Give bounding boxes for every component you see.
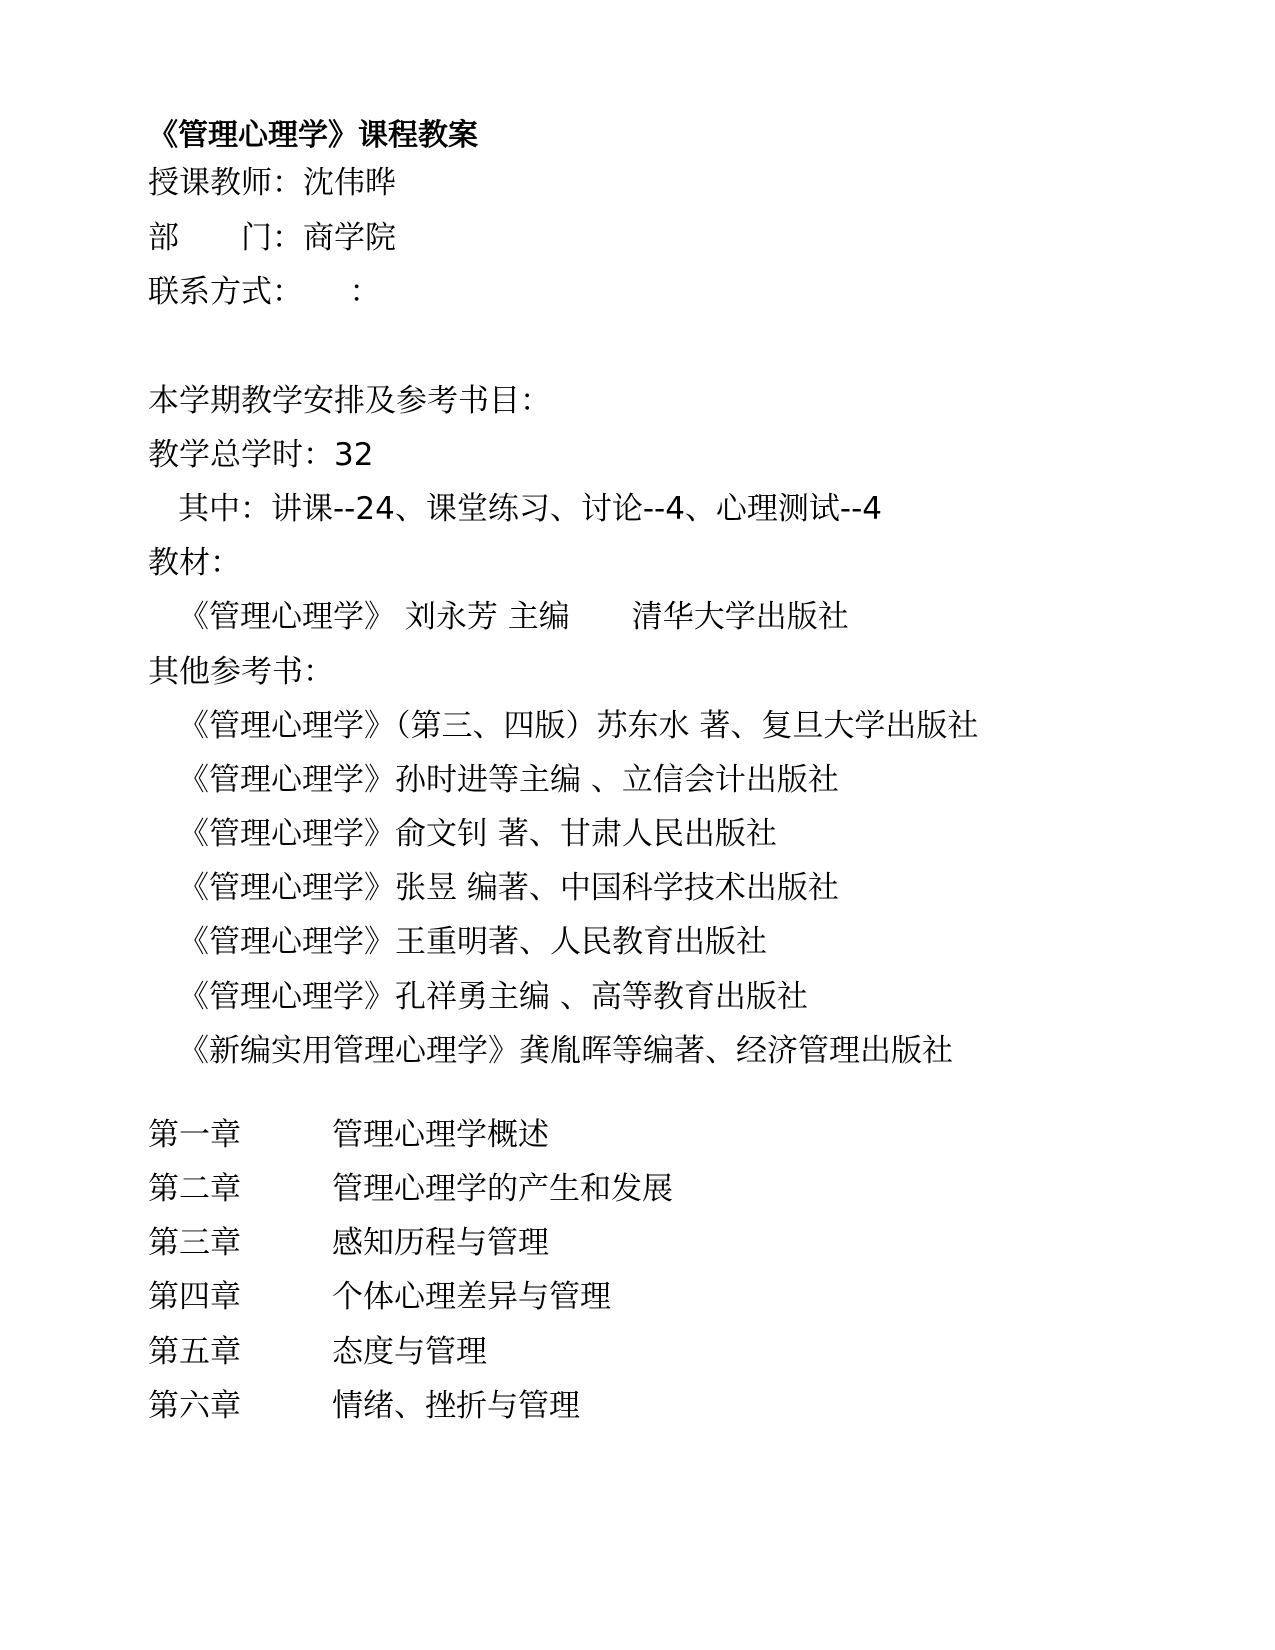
chapter-number: 第三章 xyxy=(148,1225,241,1261)
textbook-heading: 教材： xyxy=(148,545,241,581)
reference-item: 《管理心理学》王重明著、人民教育出版社 xyxy=(178,924,767,960)
reference-item: 《管理心理学》张昱 编著、中国科学技术出版社 xyxy=(178,870,839,906)
department-line: 部 门：商学院 xyxy=(148,220,396,256)
chapter-title: 管理心理学的产生和发展 xyxy=(332,1171,673,1207)
chapter-title: 态度与管理 xyxy=(332,1334,487,1370)
reference-item: 《管理心理学》孙时进等主编 、立信会计出版社 xyxy=(178,762,839,798)
chapter-number: 第二章 xyxy=(148,1171,241,1207)
chapter-number: 第一章 xyxy=(148,1117,241,1153)
reference-item: 《管理心理学》俞文钊 著、甘肃人民出版社 xyxy=(178,816,777,852)
total-hours-line: 教学总学时：32 xyxy=(148,437,374,473)
chapter-title: 个体心理差异与管理 xyxy=(332,1279,611,1315)
chapter-number: 第五章 xyxy=(148,1334,241,1370)
references-heading: 其他参考书： xyxy=(148,654,334,690)
chapter-number: 第四章 xyxy=(148,1279,241,1315)
teacher-line: 授课教师：沈伟晔 xyxy=(148,165,396,201)
schedule-heading: 本学期教学安排及参考书目： xyxy=(148,383,551,419)
chapter-number: 第六章 xyxy=(148,1388,241,1424)
chapter-title: 管理心理学概述 xyxy=(332,1117,549,1153)
reference-item: 《新编实用管理心理学》龚胤晖等编著、经济管理出版社 xyxy=(178,1033,953,1069)
reference-item: 《管理心理学》孔祥勇主编 、高等教育出版社 xyxy=(178,979,808,1015)
contact-line: 联系方式： ： xyxy=(148,274,381,310)
chapter-title: 感知历程与管理 xyxy=(332,1225,549,1261)
textbook-entry: 《管理心理学》 刘永芳 主编 清华大学出版社 xyxy=(178,599,849,635)
chapter-title: 情绪、挫折与管理 xyxy=(332,1388,580,1424)
document-title: 《管理心理学》课程教案 xyxy=(148,118,478,153)
reference-item: 《管理心理学》（第三、四版）苏东水 著、复旦大学出版社 xyxy=(178,708,979,744)
hours-breakdown-line: 其中：讲课--24、课堂练习、讨论--4、心理测试--4 xyxy=(178,491,883,527)
